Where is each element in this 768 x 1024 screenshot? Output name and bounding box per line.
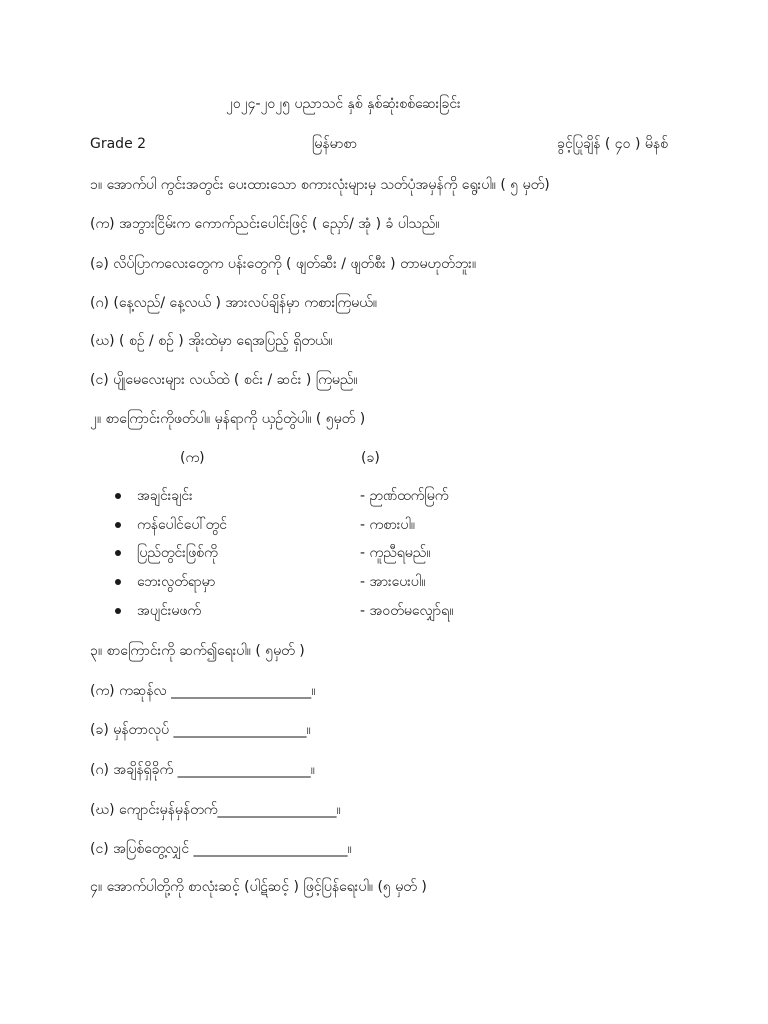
section3-item: (က) ကဆုန်လ ____________________။ [90, 683, 316, 699]
matching-row [115, 601, 715, 621]
matching-left-item: အပျင်းမဖက် [137, 603, 202, 619]
section3-heading: ၃။ စာကြောင်းကို ဆက်၍ရေးပါ။ ( ၅မှတ် ) [90, 643, 305, 659]
section3-item: (ဂ) အချိန်ရှိခိုက် ___________________။ [90, 762, 315, 778]
section1-item: (ဂ) (နေ့လည်/ နေ့လယ် ) အားလပ်ချိန်မှာ ကစားကြမယ်။ [90, 295, 378, 311]
bullet-icon [115, 550, 121, 556]
matching-right-item: - ဉာဏ်ထက်မြက် [360, 488, 449, 504]
section2-heading: ၂။ စာကြောင်းကိုဖတ်ပါ။ မှန်ရာကို ယှဉ်တွဲပါ။ ( ၅မှတ် ) [90, 411, 366, 427]
section1-item: (ဃ) ( စဥ် / စဉ် ) အိုးထဲမှာ ရေအပြည့် ရှိတယ်။ [90, 333, 333, 349]
matching-row [115, 572, 715, 592]
section3-item: (င) အပြစ်တွေ့လျှင် ______________________။ [90, 841, 352, 857]
subject-label: မြန်မာစာ [312, 136, 357, 152]
bullet-icon [115, 579, 121, 585]
matching-row [115, 486, 715, 506]
section4-heading: ၄။ အောက်ပါတို့ကို စာလုံးဆင့် (ပါဋ်ဆင့် ) ဖြင့်ပြန်ရေးပါ။ (၅ မှတ် ) [90, 879, 427, 895]
column-a-header: (က) [180, 450, 205, 466]
section1-item: (က) အဘွားငြိမ်းက ကောက်ညင်းပေါင်းဖြင့် ( ညှော်/ အုံ ) ခံ ပါသည်။ [90, 216, 440, 232]
section1-item: (ခ) လိပ်ပြာကလေးတွေက ပန်းတွေကို ( ဖျတ်ဆီး / ဖျတ်စီး ) တာမဟုတ်ဘူး။ [90, 256, 477, 272]
bullet-icon [115, 493, 121, 499]
matching-row [115, 515, 715, 535]
matching-right-item: - အားပေးပါ။ [360, 574, 426, 590]
exam-title: ၂၀၂၄-၂၀၂၅ ပညာသင် နှစ် နှစ်ဆုံးစစ်ဆေးခြင်း [226, 96, 461, 112]
matching-left-item: အချင်းချင်း [137, 488, 193, 504]
section1-item: (င) ပျိုမေလေးများ လယ်ထဲ ( စင်း / ဆင်း ) ကြမည်။ [90, 372, 358, 388]
section3-item: (ခ) မှန်တာလုပ် ___________________။ [90, 722, 311, 738]
matching-left-item: ကန်ပေါင်ပေါ်တွင် [137, 517, 228, 533]
bullet-icon [115, 608, 121, 614]
duration-label: ခွင့်ပြုချိန် ( ၄၀ ) မိနစ် [557, 136, 668, 152]
grade-label: Grade 2 [90, 136, 147, 152]
section1-heading: ၁။ အောက်ပါ ကွင်းအတွင်း ပေးထားသော စကားလုံးများမှ သတ်ပုံအမှန်ကို ရွေးပါ။ ( ၅ မှတ်) [90, 177, 550, 193]
matching-right-item: - ကစားပါ။ [360, 517, 416, 533]
matching-left-item: ဘေးလွတ်ရာမှာ [137, 574, 216, 590]
section3-item: (ဃ) ကျောင်းမှန်မှန်တက်_________________။ [90, 802, 341, 818]
bullet-icon [115, 522, 121, 528]
matching-row [115, 543, 715, 563]
matching-right-item: - ကူညီရမည်။ [360, 545, 431, 561]
column-b-header: (ခ) [361, 450, 380, 466]
matching-right-item: - အဝတ်မလျှော်ရ။ [360, 603, 454, 619]
matching-left-item: ပြည်တွင်းဖြစ်ကို [137, 545, 218, 561]
